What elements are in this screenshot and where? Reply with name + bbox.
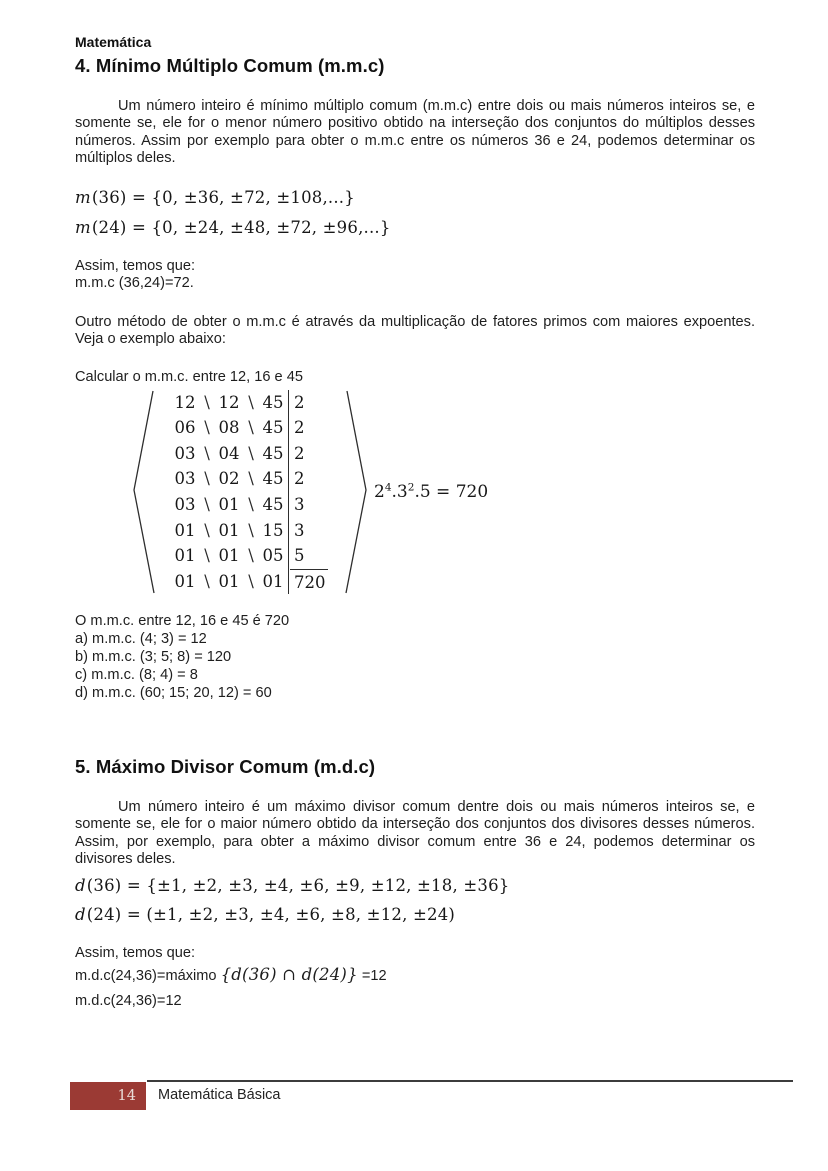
table-row xyxy=(170,569,336,595)
prime-divisor: 2 xyxy=(294,392,305,412)
formula-variable: m xyxy=(75,217,91,237)
column-separator: \ xyxy=(248,469,254,489)
formula-exponent: 4 xyxy=(384,481,392,494)
column-separator: \ xyxy=(248,546,254,566)
mdc-conclusion-block xyxy=(75,945,755,1014)
column-separator: \ xyxy=(204,571,210,591)
table-row xyxy=(170,441,336,467)
section-mmc-heading: 4. Mínimo Múltiplo Comum (m.m.c) xyxy=(75,55,385,76)
conclusion-value: m.m.c (36,24)=72. xyxy=(75,275,194,292)
example-label: Calcular o m.m.c. entre 12, 16 e 45 xyxy=(75,368,303,385)
column-separator: \ xyxy=(204,392,210,412)
factor-number: 45 xyxy=(262,495,284,515)
divisor-cell xyxy=(288,466,336,492)
column-separator: \ xyxy=(204,520,210,540)
factor-number: 03 xyxy=(174,469,196,489)
column-separator: \ xyxy=(248,418,254,438)
page-number: 14 xyxy=(117,1088,136,1104)
formula-variable: d xyxy=(75,904,86,924)
table-row xyxy=(170,543,336,569)
factor-number: 04 xyxy=(218,443,240,463)
table-row xyxy=(170,390,336,416)
factor-number: 06 xyxy=(174,418,196,438)
book-title: Matemática Básica xyxy=(158,1087,281,1103)
factor-number: 03 xyxy=(174,495,196,515)
result-item-a: a) m.m.c. (4; 3) = 12 xyxy=(75,631,207,648)
course-label: Matemática xyxy=(75,34,152,50)
factor-number: 02 xyxy=(218,469,240,489)
divisor-cell xyxy=(288,415,336,441)
divisor-cell xyxy=(288,543,336,569)
formula-exponent: 2 xyxy=(407,481,415,494)
prime-divisor: 2 xyxy=(294,443,305,463)
section-mdc-heading: 5. Máximo Divisor Comum (m.d.c) xyxy=(75,756,376,778)
factor-number: 15 xyxy=(262,520,284,540)
factor-number: 08 xyxy=(218,418,240,438)
factor-number: 45 xyxy=(262,392,284,412)
column-separator: \ xyxy=(204,443,210,463)
factor-number: 12 xyxy=(174,392,196,412)
mmc-conclusion-block xyxy=(75,258,755,293)
prime-divisor: 2 xyxy=(294,469,305,489)
formula-base: 2 xyxy=(374,482,385,503)
formula-body: (36) = {0, ±36, ±72, ±108,...} xyxy=(91,187,355,207)
table-row xyxy=(170,415,336,441)
column-separator: \ xyxy=(248,571,254,591)
mdc-conclusion-label: Assim, temos que: xyxy=(75,944,196,961)
column-separator: \ xyxy=(204,495,210,515)
factor-number: 01 xyxy=(218,571,240,591)
formula-variable: d xyxy=(75,875,86,895)
formula-tail: .5 = 720 xyxy=(414,482,489,503)
prime-divisor: 3 xyxy=(294,495,305,515)
formula-body: (36) = {±1, ±2, ±3, ±4, ±6, ±9, ±12, ±18, ±36} xyxy=(86,875,510,895)
mdc-equation-line xyxy=(75,962,755,989)
mmc-intro-paragraph: Um número inteiro é mínimo múltiplo comum (m.m.c) entre dois ou mais números inteiros se, e somente se, ele for o menor número positivo obtido na interseção dos conjuntos do múltiplos desses números. Assim por exemplo para obter o m.m.c entre os números 36 e 24, podemos determinar os múltiplos deles. xyxy=(75,98,755,167)
factor-number: 01 xyxy=(262,571,284,591)
factor-number: 01 xyxy=(218,520,240,540)
table-row xyxy=(170,492,336,518)
factor-number: 45 xyxy=(262,418,284,438)
table-row xyxy=(170,466,336,492)
mdc-result-line: m.d.c(24,36)=12 xyxy=(75,993,182,1010)
equation-suffix: =12 xyxy=(357,968,387,985)
lcm-total: 720 xyxy=(290,569,328,596)
equation-prefix: m.d.c(24,36)=máximo xyxy=(75,968,221,985)
results-summary: O m.m.c. entre 12, 16 e 45 é 720 xyxy=(75,613,290,630)
footer-divider xyxy=(147,1080,793,1082)
mmc-results-block xyxy=(75,612,755,702)
result-item-b: b) m.m.c. (3; 5; 8) = 120 xyxy=(75,649,232,666)
divisors-formula-block xyxy=(75,871,755,929)
factor-number: 01 xyxy=(218,495,240,515)
column-separator: \ xyxy=(248,443,254,463)
formula-divisors-24 xyxy=(75,900,755,929)
factor-number: 03 xyxy=(174,443,196,463)
factorization-diagram xyxy=(130,389,755,595)
column-separator: \ xyxy=(248,392,254,412)
column-separator: \ xyxy=(204,546,210,566)
prime-divisor: 2 xyxy=(294,418,305,438)
multiples-formula-block xyxy=(75,183,755,243)
conclusion-label: Assim, temos que: xyxy=(75,257,196,274)
factor-number: 05 xyxy=(262,546,284,566)
formula-multiples-36 xyxy=(75,183,755,213)
result-formula xyxy=(374,482,488,502)
factor-number: 12 xyxy=(218,392,240,412)
divisor-cell xyxy=(288,518,336,544)
factorization-table xyxy=(170,390,336,595)
column-separator: \ xyxy=(248,520,254,540)
factor-number: 45 xyxy=(262,469,284,489)
prime-divisor: 5 xyxy=(294,546,305,566)
method-paragraph: Outro método de obter o m.m.c é através da multiplicação de fatores primos com maiores expoentes. Veja o exemplo abaixo: xyxy=(75,313,755,348)
prime-divisor: 3 xyxy=(294,520,305,540)
divisor-cell xyxy=(288,492,336,518)
table-row xyxy=(170,518,336,544)
column-separator: \ xyxy=(204,418,210,438)
factor-number: 01 xyxy=(174,571,196,591)
formula-divisors-36 xyxy=(75,871,755,900)
right-angle-bracket xyxy=(344,389,370,595)
result-item-d: d) m.m.c. (60; 15; 20, 12) = 60 xyxy=(75,685,272,702)
factor-number: 01 xyxy=(174,546,196,566)
page-number-badge xyxy=(70,1082,146,1110)
divisor-cell xyxy=(288,569,336,595)
factor-number: 01 xyxy=(174,520,196,540)
factor-number: 45 xyxy=(262,443,284,463)
factor-number: 01 xyxy=(218,546,240,566)
mdc-intro-paragraph: Um número inteiro é um máximo divisor comum dentre dois ou mais números inteiros se, e somente se, ele for o maior número obtido da interseção dos conjuntos dos divisores desses números. Assim, por exemplo, para obter a máximo divisor comum entre 36 e 24, podemos determinar os divisores deles. xyxy=(75,799,755,868)
formula-variable: m xyxy=(75,187,91,207)
divisor-cell xyxy=(288,441,336,467)
result-item-c: c) m.m.c. (8; 4) = 8 xyxy=(75,667,198,684)
formula-body: (24) = {0, ±24, ±48, ±72, ±96,...} xyxy=(91,217,391,237)
intersection-formula: {d(36) ∩ d(24)} xyxy=(220,965,358,985)
divisor-cell xyxy=(288,390,336,416)
formula-base: .3 xyxy=(391,482,408,503)
formula-multiples-24 xyxy=(75,213,755,243)
column-separator: \ xyxy=(204,469,210,489)
column-separator: \ xyxy=(248,495,254,515)
formula-body: (24) = (±1, ±2, ±3, ±4, ±6, ±8, ±12, ±24) xyxy=(86,904,456,924)
left-angle-bracket xyxy=(130,389,156,595)
